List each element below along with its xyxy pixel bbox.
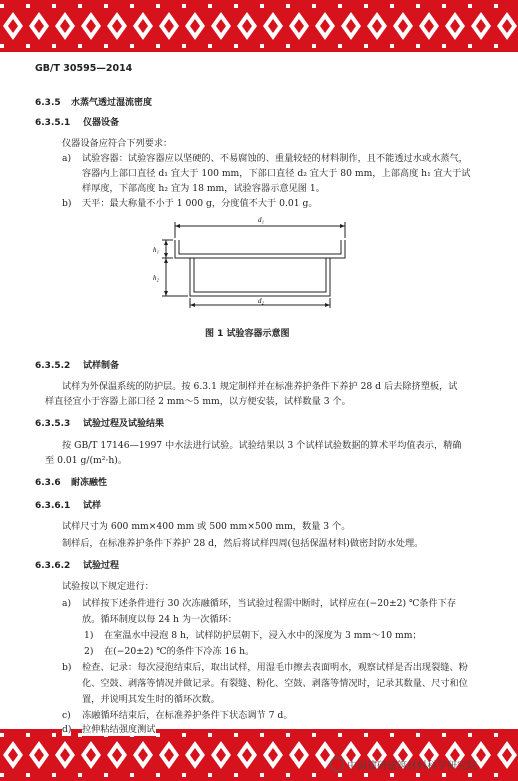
paragraph-line: 在室温水中浸泡 8 h，试样防护层朝下，浸入水中的深度为 3 mm～10 mm； xyxy=(104,630,422,641)
paragraph-line: 置，并说明其发生时的循环次数。 xyxy=(82,694,220,705)
section-heading: 水蒸气透过湿流密度 xyxy=(71,98,153,108)
section-number: 6.3.6 xyxy=(35,478,61,488)
subsection-number: 6.3.5.2 xyxy=(35,361,71,371)
subsection-heading: 仪器设备 xyxy=(83,118,120,128)
paragraph-line: 试样尺寸为 600 mm×400 mm 或 500 mm×500 mm，数量 3 个。 xyxy=(62,521,351,532)
list-marker: a) xyxy=(62,153,72,164)
watermark xyxy=(330,757,477,772)
label-d1: d₁ xyxy=(258,216,264,224)
paragraph-line: 容器内上部口直径 d₁ 宜大于 100 mm，下部口直径 d₂ 宜大于 80 mm，上部高度 h₁ 宜大于试 xyxy=(82,168,471,179)
subsection-number: 6.3.5.3 xyxy=(35,419,71,429)
section-number: 6.3.5 xyxy=(35,98,61,108)
subsection-heading: 试样 xyxy=(83,501,102,511)
paragraph-line: 化、空鼓、剥落等情况并做记录。有裂缝、粉化、空鼓、剥落等情况时，记录其数量、尺寸和位 xyxy=(82,678,468,689)
subsection-heading: 试验过程 xyxy=(83,561,120,571)
standard-number: GB/T 30595—2014 xyxy=(35,63,133,74)
subsection-number: 6.3.6.1 xyxy=(35,501,71,511)
paragraph-line: 试样为外保温系统的防护层。按 6.3.1 规定制样并在标准养护条件下养护 28 d 后去除挤塑板，试 xyxy=(62,381,458,392)
paragraph-line: 放。循环制度以每 24 h 为一次循环： xyxy=(82,614,237,625)
list-marker: a) xyxy=(62,598,72,609)
wechat-icon xyxy=(330,757,344,771)
list-marker: 2) xyxy=(84,646,94,657)
paragraph-line: 拉伸粘结强度测试 xyxy=(82,724,156,735)
list-marker: 1) xyxy=(84,630,94,641)
subsection-number: 6.3.5.1 xyxy=(35,118,71,128)
figure-caption: 图 1 试验容器示意图 xyxy=(205,329,290,339)
paragraph-line: 样直径宜小于容器上部口径 2 mm～5 mm，以方便安装，试样数量 3 个。 xyxy=(45,396,351,407)
list-marker: d) xyxy=(62,724,72,735)
paragraph-line: 天平：最大称量不小于 1 000 g，分度值不大于 0.01 g。 xyxy=(82,198,318,209)
paragraph-line: 试验按以下规定进行： xyxy=(62,581,154,592)
paragraph-line: 在(−20±2) ℃的条件下冷冻 16 h。 xyxy=(104,646,255,657)
label-h1: h₁ xyxy=(153,246,159,254)
paragraph-line: 至 0.01 g/(m²·h)。 xyxy=(45,455,128,466)
paragraph-line: 试样按下述条件进行 30 次冻融循环，当试验过程需中断时，试样应在(−20±2) ℃条件下存 xyxy=(82,598,457,609)
paragraph-line: 样厚度，下部高度 h₂ 宜为 18 mm，试验容器示意见图 1。 xyxy=(82,183,325,194)
paragraph-line: 制样后，在标准养护条件下养护 28 d，然后将试样四周(包括保温材料)做密封防水处理。 xyxy=(62,538,424,549)
list-marker: b) xyxy=(62,198,72,209)
label-d2: d₂ xyxy=(258,297,264,305)
list-marker: c) xyxy=(62,710,71,721)
paragraph-line: 检查、记录：每次浸泡结束后，取出试样，用湿毛巾擦去表面明水，观察试样是否出现裂缝、粉 xyxy=(82,662,468,673)
paragraph-line: 仪器设备应符合下列要求： xyxy=(62,138,173,149)
subsection-number: 6.3.6.2 xyxy=(35,561,71,571)
container-diagram xyxy=(150,208,370,313)
watermark-text: 中国建研建筑材料科学研究院 xyxy=(347,761,477,772)
paragraph-line: 冻融循环结束后，在标准养护条件下状态调节 7 d。 xyxy=(82,710,293,721)
label-h2: h₂ xyxy=(153,274,159,282)
section-heading: 耐冻融性 xyxy=(71,478,108,488)
paragraph-line: 试验容器：试验容器应以坚硬的、不易腐蚀的、重量较轻的材料制作，且不能透过水或水蒸气， xyxy=(82,153,468,164)
subsection-heading: 试样制备 xyxy=(83,361,120,371)
list-marker: b) xyxy=(62,662,72,673)
paragraph-line: 按 GB/T 17146—1997 中水法进行试验。试验结果以 3 个试样试验数据的算术平均值表示，精确 xyxy=(62,440,462,451)
subsection-heading: 试验过程及试验结果 xyxy=(83,419,165,429)
